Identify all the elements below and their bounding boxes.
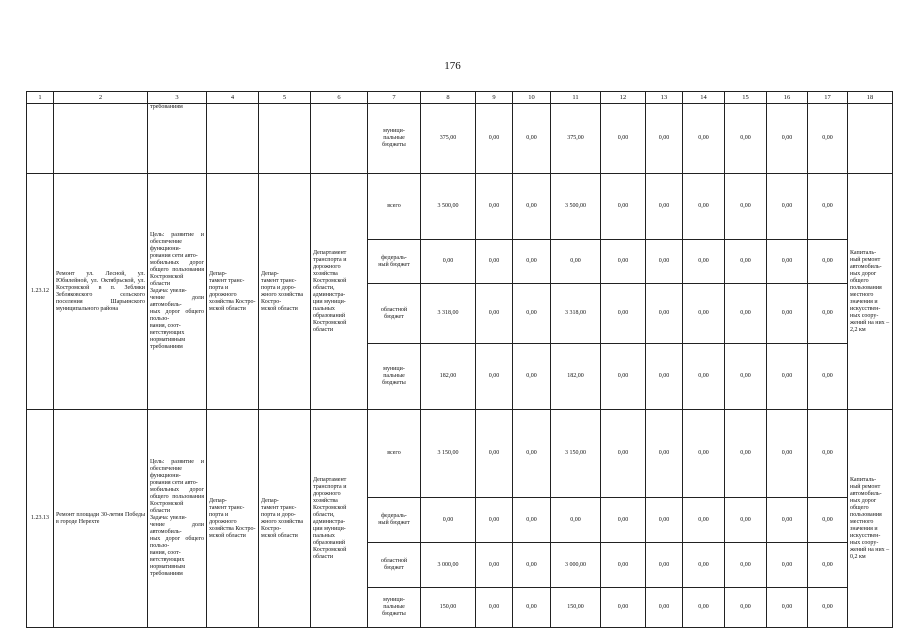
amount-cell: 0,00: [646, 498, 683, 543]
funding-row: [27, 410, 893, 498]
amount-cell: 182,00: [421, 344, 476, 410]
amount-cell: 3 150,00: [551, 410, 601, 498]
amount-cell: 0,00: [476, 498, 513, 543]
amount-cell: 3 500,00: [421, 174, 476, 240]
amount-cell: 0,00: [601, 543, 646, 588]
amount-cell: 0,00: [767, 240, 808, 284]
amount-cell: 0,00: [476, 344, 513, 410]
column-header: 9: [476, 92, 513, 104]
amount-cell: 0,00: [725, 344, 767, 410]
amount-cell: 0,00: [725, 588, 767, 628]
amount-cell: 0,00: [476, 543, 513, 588]
amount-cell: 0,00: [808, 104, 848, 174]
amount-cell: 0,00: [513, 498, 551, 543]
amount-cell: 0,00: [513, 174, 551, 240]
amount-cell: 0,00: [513, 410, 551, 498]
amount-cell: 0,00: [725, 104, 767, 174]
header-row: [27, 92, 893, 104]
recipients-cell: [311, 104, 368, 174]
amount-cell: 375,00: [551, 104, 601, 174]
amount-cell: 0,00: [601, 174, 646, 240]
amount-cell: 3 318,00: [551, 284, 601, 344]
column-header: 5: [259, 92, 311, 104]
amount-cell: 0,00: [683, 284, 725, 344]
result-cell: Капиталь- ный ремонт автомобиль- ных дорог общего пользования местного значения и искусствен- ных соору- жений на них – 2,2 км: [848, 174, 893, 410]
amount-cell: 0,00: [646, 174, 683, 240]
amount-cell: 0,00: [767, 543, 808, 588]
amount-cell: 0,00: [513, 344, 551, 410]
amount-cell: 0,00: [476, 588, 513, 628]
funding-source-cell: муници- пальные бюджеты: [368, 104, 421, 174]
amount-cell: 0,00: [725, 174, 767, 240]
amount-cell: 0,00: [808, 240, 848, 284]
amount-cell: 0,00: [513, 588, 551, 628]
funding-source-cell: всего: [368, 410, 421, 498]
amount-cell: 150,00: [421, 588, 476, 628]
customer-cell: Депар- тамент транс- порта и дорожного хозяйства Костро- мской области: [207, 174, 259, 410]
amount-cell: 0,00: [767, 284, 808, 344]
goal-cell: требованиям: [148, 104, 207, 174]
amount-cell: 0,00: [683, 344, 725, 410]
amount-cell: 0,00: [646, 543, 683, 588]
amount-cell: 375,00: [421, 104, 476, 174]
amount-cell: 150,00: [551, 588, 601, 628]
amount-cell: 0,00: [683, 410, 725, 498]
amount-cell: 3 000,00: [421, 543, 476, 588]
amount-cell: 0,00: [601, 344, 646, 410]
item-name-cell: Ремонт ул. Лесной, ул. Юбилейной, ул. Октябрьской, ул. Костромской в п. Зебляки Зебляковского сельского поселения Шарьинского муниципального района: [54, 174, 148, 410]
amount-cell: 0,00: [808, 344, 848, 410]
goal-cell: Цель: развитие и обеспечение функциони- рования сети авто- мобильных дорог общего пользования Костромской области Задача: увели- чение доли автомобиль- ных дорог общего пользо- вания, соот- ветствующих нормативным требованиям: [148, 174, 207, 410]
item-code-cell: 1.23.12: [27, 174, 54, 410]
carryover-row: [27, 104, 893, 174]
amount-cell: 0,00: [476, 104, 513, 174]
column-header: 13: [646, 92, 683, 104]
amount-cell: 0,00: [476, 284, 513, 344]
amount-cell: 0,00: [808, 284, 848, 344]
item-name-cell: [54, 104, 148, 174]
column-header: 8: [421, 92, 476, 104]
amount-cell: 0,00: [646, 588, 683, 628]
amount-cell: 0,00: [725, 543, 767, 588]
amount-cell: 3 000,00: [551, 543, 601, 588]
amount-cell: 0,00: [476, 410, 513, 498]
column-header: 11: [551, 92, 601, 104]
funding-source-cell: областной бюджет: [368, 284, 421, 344]
amount-cell: 0,00: [767, 588, 808, 628]
amount-cell: 0,00: [725, 410, 767, 498]
amount-cell: 0,00: [683, 104, 725, 174]
column-header: 4: [207, 92, 259, 104]
amount-cell: 0,00: [513, 240, 551, 284]
executor-cell: [259, 104, 311, 174]
column-header: 14: [683, 92, 725, 104]
column-header: 6: [311, 92, 368, 104]
amount-cell: 0,00: [513, 543, 551, 588]
amount-cell: 0,00: [767, 498, 808, 543]
funding-row: [27, 174, 893, 240]
column-header: 2: [54, 92, 148, 104]
amount-cell: 0,00: [767, 344, 808, 410]
amount-cell: 0,00: [646, 284, 683, 344]
amount-cell: 0,00: [683, 498, 725, 543]
amount-cell: 0,00: [646, 344, 683, 410]
amount-cell: 0,00: [808, 410, 848, 498]
amount-cell: 0,00: [683, 240, 725, 284]
result-cell: [848, 104, 893, 174]
amount-cell: 0,00: [808, 588, 848, 628]
customer-cell: Депар- тамент транс- порта и дорожного хозяйства Костро- мской области: [207, 410, 259, 628]
funding-source-cell: всего: [368, 174, 421, 240]
column-header: 16: [767, 92, 808, 104]
item-code-cell: [27, 104, 54, 174]
amount-cell: 3 500,00: [551, 174, 601, 240]
item-code-cell: 1.23.13: [27, 410, 54, 628]
column-header: 3: [148, 92, 207, 104]
amount-cell: 0,00: [683, 588, 725, 628]
amount-cell: 0,00: [476, 174, 513, 240]
amount-cell: 0,00: [421, 498, 476, 543]
funding-source-cell: муници- пальные бюджеты: [368, 344, 421, 410]
item-name-cell: Ремонт площади 30-летия Победы в городе Нерехте: [54, 410, 148, 628]
amount-cell: 0,00: [646, 104, 683, 174]
column-header: 10: [513, 92, 551, 104]
amount-cell: 3 318,00: [421, 284, 476, 344]
recipients-cell: Департамент транспорта и дорожного хозяйства Костромской области, администра- ции муници- пальных образований Костромской области: [311, 174, 368, 410]
amount-cell: 0,00: [513, 104, 551, 174]
amount-cell: 0,00: [808, 498, 848, 543]
amount-cell: 0,00: [767, 174, 808, 240]
amount-cell: 3 150,00: [421, 410, 476, 498]
amount-cell: 0,00: [646, 410, 683, 498]
amount-cell: 0,00: [725, 284, 767, 344]
amount-cell: 0,00: [646, 240, 683, 284]
column-header: 12: [601, 92, 646, 104]
amount-cell: 0,00: [808, 543, 848, 588]
funding-source-cell: федераль- ный бюджет: [368, 498, 421, 543]
funding-source-cell: федераль- ный бюджет: [368, 240, 421, 284]
funding-source-cell: муници- пальные бюджеты: [368, 588, 421, 628]
amount-cell: 0,00: [513, 284, 551, 344]
funding-source-cell: областной бюджет: [368, 543, 421, 588]
amount-cell: 0,00: [601, 410, 646, 498]
column-header: 17: [808, 92, 848, 104]
amount-cell: 0,00: [767, 410, 808, 498]
amount-cell: 0,00: [551, 240, 601, 284]
recipients-cell: Департамент транспорта и дорожного хозяйства Костромской области, администра- ции муници- пальных образований Костромской области: [311, 410, 368, 628]
amount-cell: 0,00: [601, 104, 646, 174]
amount-cell: 0,00: [725, 240, 767, 284]
amount-cell: 182,00: [551, 344, 601, 410]
customer-cell: [207, 104, 259, 174]
column-header: 7: [368, 92, 421, 104]
amount-cell: 0,00: [551, 498, 601, 543]
amount-cell: 0,00: [767, 104, 808, 174]
result-cell: Капиталь- ный ремонт автомобиль- ных дорог общего пользования местного значения и искусствен- ных соору- жений на них – 0,2 км: [848, 410, 893, 628]
column-header: 1: [27, 92, 54, 104]
amount-cell: 0,00: [601, 588, 646, 628]
amount-cell: 0,00: [601, 498, 646, 543]
amount-cell: 0,00: [421, 240, 476, 284]
goal-cell: Цель: развитие и обеспечение функциони- рования сети авто- мобильных дорог общего пользования Костромской области Задача: увели- чение доли автомобиль- ных дорог общего пользо- вания, соот- ветствующих нормативным требованиям: [148, 410, 207, 628]
program-table: [26, 91, 893, 628]
column-header: 18: [848, 92, 893, 104]
executor-cell: Депар- тамент транс- порта и доро- жного хозяйства Костро- мской области: [259, 410, 311, 628]
executor-cell: Депар- тамент транс- порта и доро- жного хозяйства Костро- мской области: [259, 174, 311, 410]
column-header: 15: [725, 92, 767, 104]
amount-cell: 0,00: [683, 543, 725, 588]
amount-cell: 0,00: [601, 240, 646, 284]
amount-cell: 0,00: [683, 174, 725, 240]
page-number: 176: [444, 60, 461, 72]
amount-cell: 0,00: [476, 240, 513, 284]
amount-cell: 0,00: [601, 284, 646, 344]
amount-cell: 0,00: [808, 174, 848, 240]
amount-cell: 0,00: [725, 498, 767, 543]
